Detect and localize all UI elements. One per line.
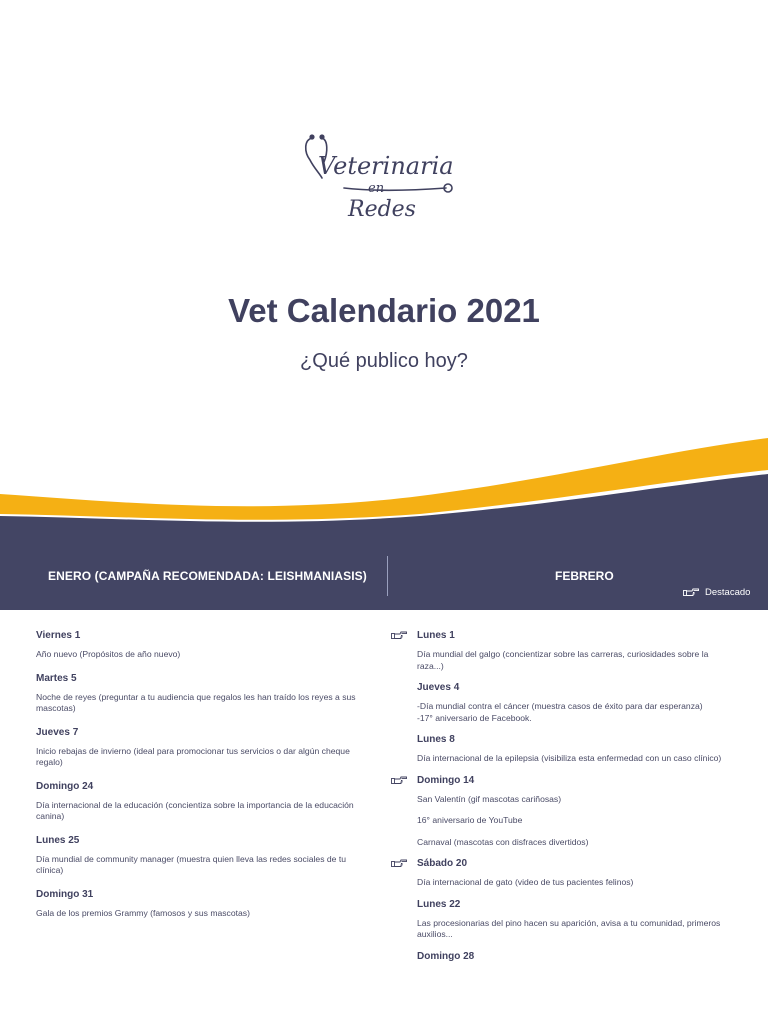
veterinaria-en-redes-logo — [298, 130, 470, 222]
febrero-heading: FEBRERO — [555, 569, 614, 583]
band-divider — [387, 556, 388, 596]
calendar-entry — [417, 899, 737, 941]
calendar-entry — [36, 781, 366, 823]
entry-description: Año nuevo (Propósitos de año nuevo) — [36, 649, 181, 659]
entry-description: Gala de los premios Grammy (famosos y sus mascotas) — [36, 907, 250, 918]
legend — [683, 587, 750, 598]
entry-day: Domingo 14 — [417, 774, 475, 786]
entry-description: Las procesionarias del pino hacen su aparición, avisa a tu comunidad, primeros auxilios... — [417, 917, 721, 939]
entry-day: Lunes 8 — [417, 734, 455, 745]
entry-description: San Valentín (gif mascotas cariñosas) — [417, 793, 562, 804]
entry-description: Día mundial de community manager (muestra quien lleva las redes sociales de tu clínica) — [36, 853, 347, 875]
enero-heading: ENERO (CAMPAÑA RECOMENDADA: LEISHMANIASIS) — [48, 569, 367, 583]
svg-text:en: en — [368, 181, 385, 196]
pointing-hand-icon — [683, 588, 700, 597]
calendar-entry — [417, 951, 737, 962]
entry-description: Día mundial del galgo (concientizar sobre las carreras, curiosidades sobre la raza...) — [417, 649, 709, 671]
entry-description: Noche de reyes (preguntar a tu audiencia que regalos les han traído los reyes a sus mascotas) — [36, 691, 356, 713]
febrero-column — [417, 630, 737, 970]
entry-day: Sábado 20 — [417, 858, 468, 869]
entry-description: Día internacional de la epilepsia (visibiliza esta enfermedad con un caso clínico) — [417, 753, 722, 763]
entry-day: Domingo 24 — [36, 780, 94, 792]
calendar-entry — [417, 734, 737, 765]
calendar-entry — [417, 775, 737, 849]
entry-description: Inicio rebajas de invierno (ideal para promocionar tus servicios o dar algún cheque regalo) — [36, 745, 350, 767]
svg-text:Redes: Redes — [348, 197, 416, 222]
pointing-hand-icon — [391, 776, 408, 785]
entry-day: Viernes 1 — [36, 630, 81, 641]
legend-label: Destacado — [705, 587, 751, 598]
pointing-hand-icon — [391, 859, 408, 868]
entry-day: Lunes 1 — [417, 630, 455, 641]
entry-day: Lunes 22 — [417, 898, 461, 910]
entry-day: Lunes 25 — [36, 834, 80, 846]
svg-text:Veterinaria: Veterinaria — [318, 152, 454, 180]
calendar-entry — [417, 630, 737, 672]
page-title: Vet Calendario 2021 — [228, 292, 540, 330]
entry-description: Día internacional de la educación (concientiza sobre la importancia de la educación canina) — [36, 799, 354, 821]
enero-column — [36, 630, 366, 931]
page-subtitle: ¿Qué publico hoy? — [300, 350, 468, 372]
entry-day: Jueves 4 — [417, 682, 460, 693]
calendar-entry — [36, 673, 366, 715]
calendar-entry — [417, 682, 737, 724]
pointing-hand-icon — [391, 631, 408, 640]
calendar-entry — [417, 858, 737, 889]
entry-day: Jueves 7 — [36, 726, 79, 738]
entry-description: Carnaval (mascotas con disfraces divertidos) — [417, 836, 589, 847]
entry-day: Domingo 28 — [417, 950, 475, 962]
entry-day: Domingo 31 — [36, 888, 94, 900]
calendar-entry — [36, 727, 366, 769]
entry-description: Día internacional de gato (video de tus pacientes felinos) — [417, 877, 634, 887]
calendar-entry — [36, 835, 366, 877]
entry-day: Martes 5 — [36, 672, 77, 684]
entry-description: -Día mundial contra el cáncer (muestra casos de éxito para dar esperanza) -17° aniversario de Facebook. — [417, 701, 703, 723]
entry-description: 16° aniversario de YouTube — [417, 815, 523, 825]
calendar-entry — [36, 630, 366, 661]
calendar-entry — [36, 889, 366, 920]
header-wave-band — [0, 430, 768, 610]
